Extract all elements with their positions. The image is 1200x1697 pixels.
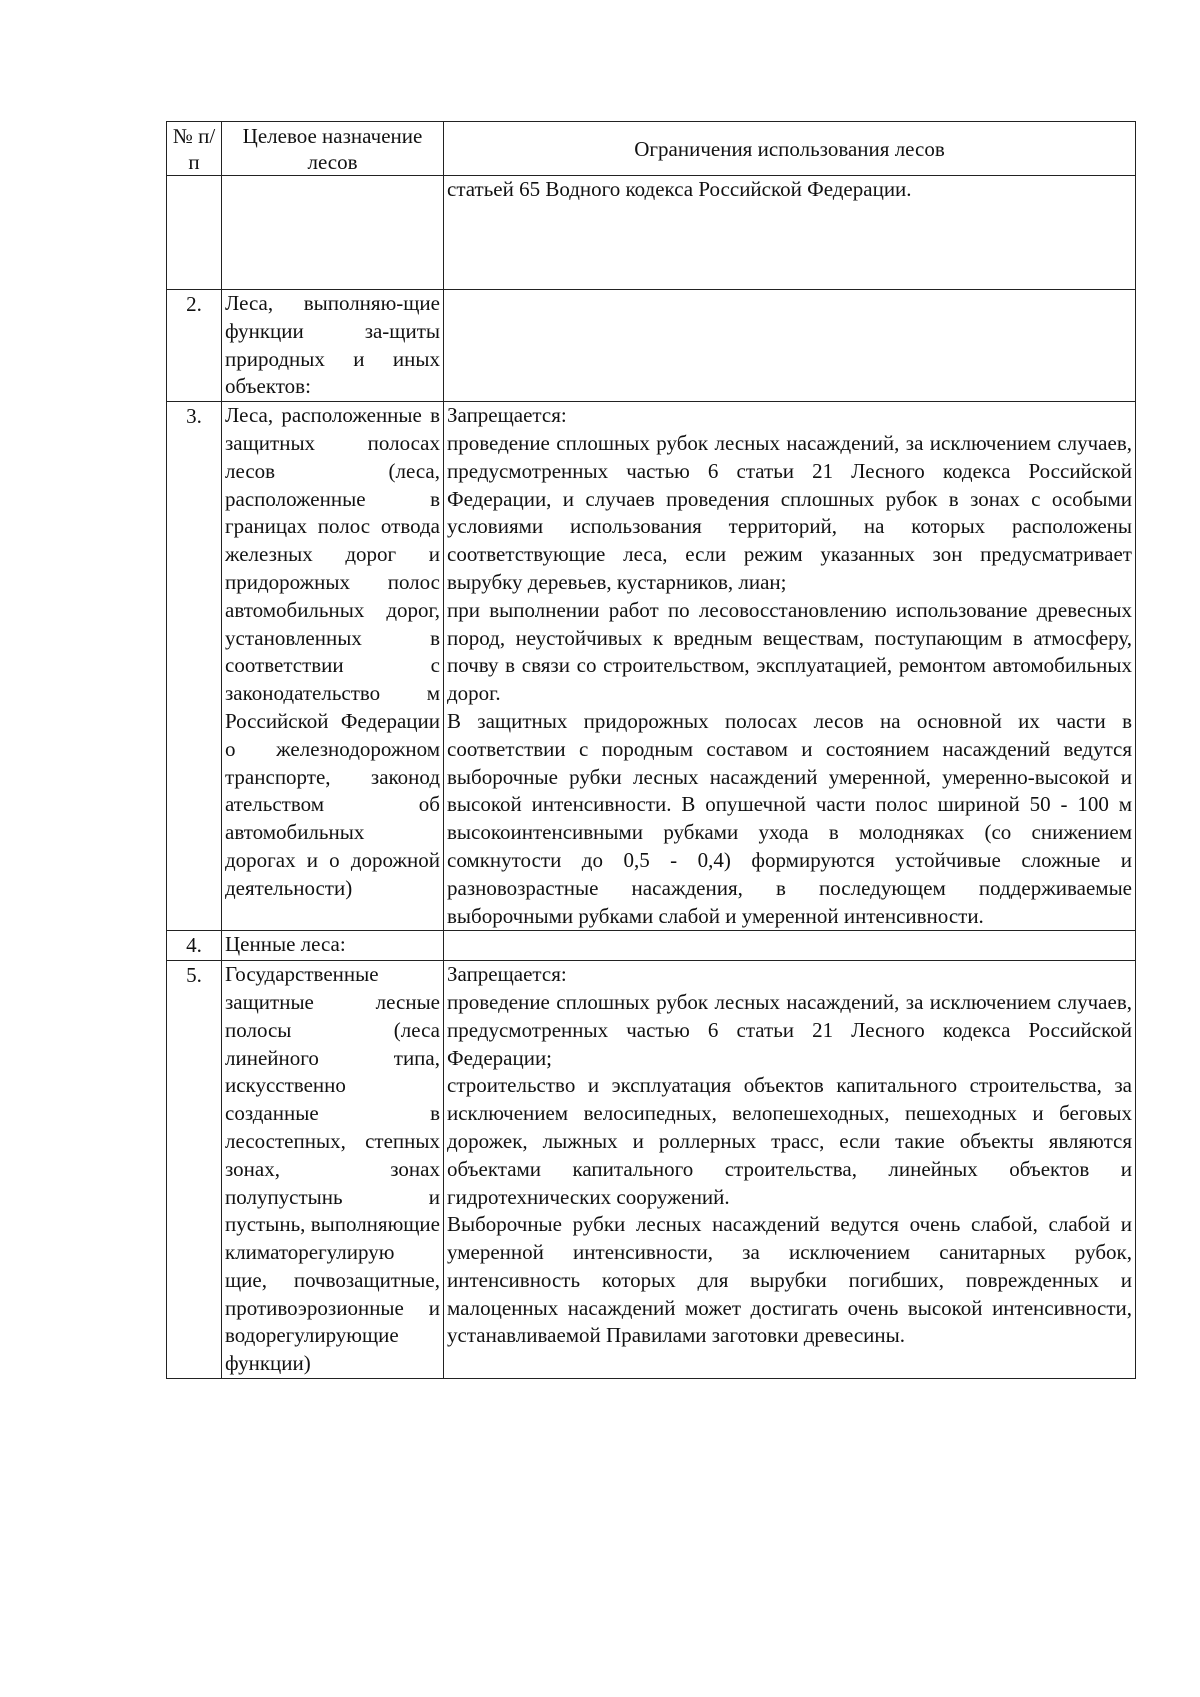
table-row: [167, 961, 1136, 1379]
restriction-paragraph: проведение сплошных рубок лесных насаждений, за исключением случаев, предусмотренных частью 6 статьи 21 Лесного кодекса Российской Федерации;: [447, 989, 1132, 1070]
restriction-paragraph: строительство и эксплуатация объектов капитального строительства, за исключением велосипедных, велопешеходных, пешеходных и беговых дорожек, лыжных и роллерных трасс, если такие объекты являются объектами капитального строительства, линейных объектов и гидротехнических сооружений.: [447, 1073, 1132, 1209]
row-restrictions: [444, 931, 1136, 961]
row-restrictions: [444, 961, 1136, 1379]
row-restrictions: [444, 290, 1136, 402]
restriction-paragraph: Запрещается:: [447, 962, 567, 987]
row-num: 3.: [167, 402, 222, 931]
table-row: [167, 931, 1136, 961]
header-purpose: Целевое назначение лесов: [222, 122, 444, 176]
row-num: [167, 176, 222, 290]
row-num: 5.: [167, 961, 222, 1379]
restriction-paragraph: проведение сплошных рубок лесных насаждений, за исключением случаев, предусмотренных частью 6 статьи 21 Лесного кодекса Российской Федерации, и случаев проведения сплошных рубок в зонах с особыми условиями использования территорий, на которых расположены соответствующие леса, если режим указанных зон предусматривает вырубку деревьев, кустарников, лиан;: [447, 430, 1132, 594]
row-purpose: Государственные защитные лесные полосы (леса линейного типа, искусственно созданные в лесостепных, степных зонах, зонах полупустынь и пустынь, выполняющие климаторегулирую щие, почвозащитные, противоэрозионные и водорегулирующие функции): [222, 961, 444, 1379]
table-row: [167, 290, 1136, 402]
table-row: [167, 402, 1136, 931]
header-num: № п/п: [167, 122, 222, 176]
row-num: 4.: [167, 931, 222, 961]
restriction-paragraph: Запрещается:: [447, 403, 567, 428]
row-num: 2.: [167, 290, 222, 402]
row-purpose: Ценные леса:: [222, 931, 444, 961]
row-purpose: [222, 176, 444, 290]
restriction-paragraph: Выборочные рубки лесных насаждений ведутся очень слабой, слабой и умеренной интенсивности, за исключением санитарных рубок, интенсивность которых для вырубки погибших, поврежденных и малоценных насаждений может достигать очень высокой интенсивности, устанавливаемой Правилами заготовки древесины.: [447, 1212, 1132, 1348]
table-header-row: [167, 122, 1136, 176]
header-restrictions: Ограничения использования лесов: [444, 122, 1136, 176]
row-purpose: Леса, выполняю-щие функции за-щиты природных и иных объектов:: [222, 290, 444, 402]
restriction-paragraph: статьей 65 Водного кодекса Российской Федерации.: [447, 177, 912, 201]
restriction-paragraph: В защитных придорожных полосах лесов на основной их части в соответствии с породным составом и состоянием насаждений ведутся выборочные рубки лесных насаждений умеренной, умеренно-высокой и высокой интенсивности. В опушечной части полос шириной 50 - 100 м высокоинтенсивными рубками ухода в молодняках (со снижением сомкнутости до 0,5 - 0,4) формируются устойчивые сложные и разновозрастные насаждения, в последующем поддерживаемые выборочными рубками слабой и умеренной интенсивности.: [447, 708, 1132, 928]
row-purpose: Леса, расположенные в защитных полосах лесов (леса, расположенные в границах полос отвода железных дорог и придорожных полос автомобильных дорог, установленных в соответствии с законодательство м Российской Федерации о железнодорожном транспорте, законод ательством об автомобильных дорогах и о дорожной деятельности): [222, 402, 444, 931]
row-restrictions: [444, 402, 1136, 931]
forest-restrictions-table: [166, 121, 1136, 1379]
row-restrictions: [444, 176, 1136, 290]
restriction-paragraph: при выполнении работ по лесовосстановлению использование древесных пород, неустойчивых к вредным веществам, поступающим в атмосферу, почву в связи со строительством, эксплуатацией, ремонтом автомобильных дорог.: [447, 597, 1132, 706]
table-row: [167, 176, 1136, 290]
document-page: [166, 121, 1135, 1379]
